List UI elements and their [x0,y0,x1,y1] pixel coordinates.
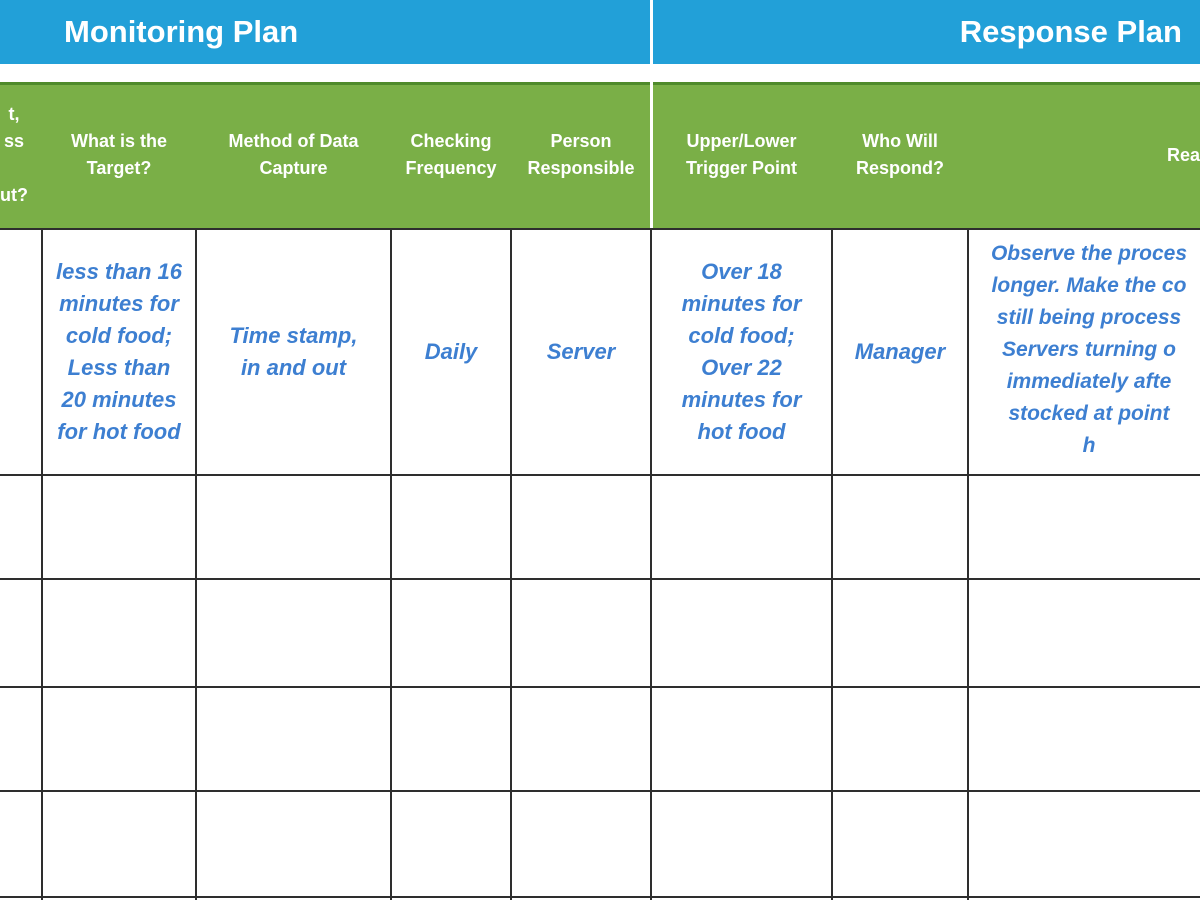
header-method: Method of Data Capture [196,82,391,228]
row-line [0,686,1200,688]
cell-method: Time stamp, in and out [229,323,358,380]
response-plan-banner [653,0,1200,64]
banner-gap [0,64,1200,82]
cell-who: Manager [854,339,946,364]
cell-reaction: Observe the proces longer. Make the co still being process Servers turning o immediately afte stocked at point h [990,242,1188,457]
header-section-divider [650,82,653,228]
header-reaction: Rea [968,82,1200,228]
monitoring-plan-banner [0,0,650,64]
monitoring-plan-title: Monitoring Plan [64,14,299,49]
header-person-responsible: Person Responsible [511,82,651,228]
row-line [0,790,1200,792]
cell-trigger: Over 18 minutes for cold food; Over 22 minutes for hot food [681,259,802,444]
response-plan-title: Response Plan [959,14,1182,49]
row-line [0,474,1200,476]
header-who-responds: Who Will Respond? [832,82,968,228]
cell-frequency: Daily [424,339,478,364]
row-line [0,896,1200,898]
cell-target: less than 16 minutes for cold food; Less than 20 minutes for hot food [56,259,182,444]
header-top-border [0,82,1200,85]
header-process-output: t, ss ut? [0,82,42,228]
header-trigger-point: Upper/Lower Trigger Point [651,82,832,228]
header-frequency: Checking Frequency [391,82,511,228]
row-line [0,578,1200,580]
cell-person: Server [546,339,616,364]
header-target: What is the Target? [42,82,196,228]
